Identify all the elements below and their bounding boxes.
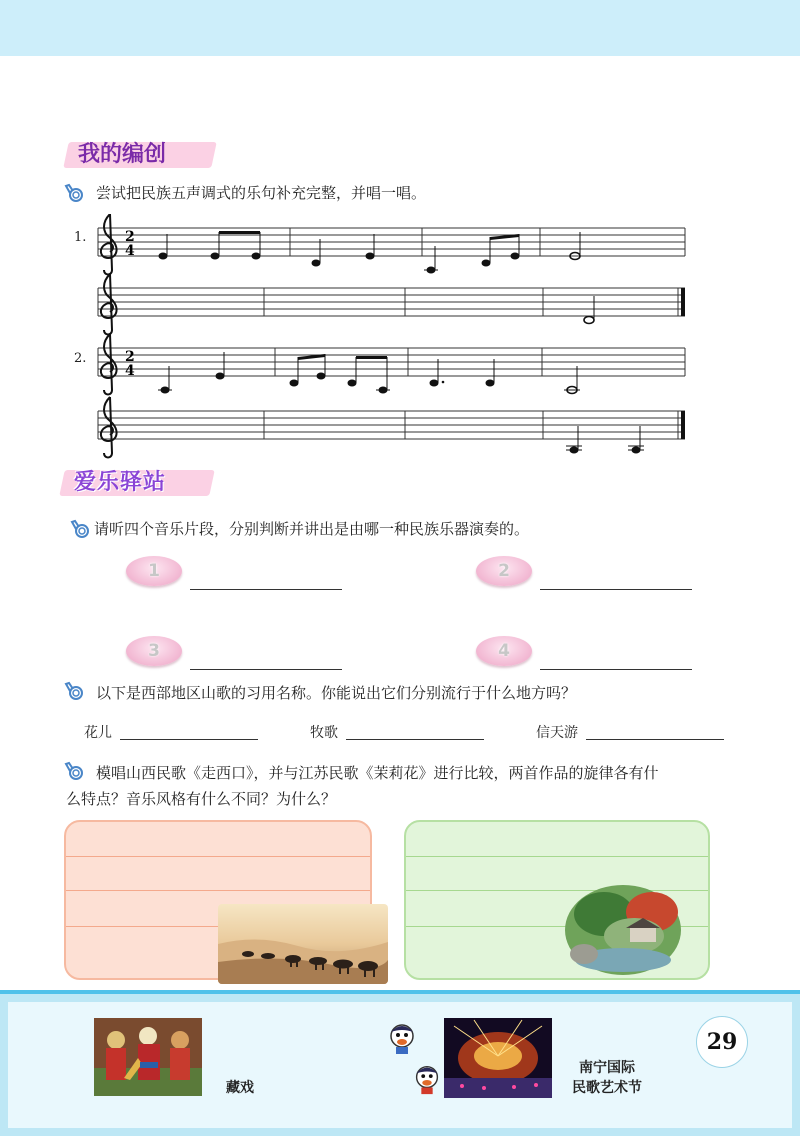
answer-badge-3	[126, 636, 182, 666]
section-title-station	[62, 466, 212, 500]
compare-question-line2: 么特点？音乐风格有什么不同？为什么？	[66, 790, 337, 808]
cartoon-mascot-icon	[410, 1062, 444, 1096]
answer-badge-4	[476, 636, 532, 666]
jiangnan-garden-photo	[564, 884, 682, 976]
answer-badge-label: 2	[498, 561, 510, 581]
answer-badge-label: 1	[148, 561, 160, 581]
treble-clef-icon	[101, 397, 117, 458]
staff-4	[98, 397, 685, 458]
caption-nanning-2: 民歌艺术节	[572, 1080, 642, 1096]
cartoon-mascot-icon	[384, 1020, 420, 1056]
section-title-compose	[66, 138, 214, 172]
caption-tibetan-opera: 藏戏	[226, 1080, 254, 1096]
treble-clef-icon	[101, 214, 117, 275]
time-sig-bottom-1: 4	[125, 243, 135, 259]
answer-badge-label: 4	[498, 641, 510, 661]
treble-clef-icon	[101, 274, 117, 335]
folk-answer-line-1[interactable]	[120, 739, 258, 740]
exercise-number-2: 2.	[74, 351, 87, 366]
compose-instruction: 尝试把民族五声调式的乐句补充完整，并唱一唱。	[96, 184, 427, 202]
folk-answer-line-2[interactable]	[346, 739, 484, 740]
staff-2	[98, 274, 685, 335]
answer-line-1[interactable]	[190, 589, 342, 590]
answer-badge-label: 3	[148, 641, 160, 661]
music-score	[70, 214, 700, 464]
page-number: 29	[696, 1016, 748, 1068]
writing-line	[406, 856, 708, 857]
time-sig-bottom-2: 4	[125, 363, 135, 379]
staff-1	[98, 214, 685, 275]
folk-name-1: 花儿	[84, 725, 112, 741]
french-horn-icon	[70, 518, 92, 540]
writing-line	[66, 890, 370, 891]
top-band	[0, 0, 800, 56]
answer-badge-2	[476, 556, 532, 586]
writing-line	[66, 856, 370, 857]
french-horn-icon	[64, 760, 86, 782]
folk-question: 以下是西部地区山歌的习用名称。你能说出它们分别流行于什么地方吗？	[96, 684, 577, 702]
listen-instruction: 请听四个音乐片段，分别判断并讲出是由哪一种民族乐器演奏的。	[94, 520, 530, 538]
answer-line-3[interactable]	[190, 669, 342, 670]
nanning-festival-photo	[444, 1018, 552, 1098]
folk-name-3: 信天游	[536, 725, 578, 741]
section-title-station-text: 爱乐驿站	[74, 470, 167, 495]
caption-nanning-1: 南宁国际	[579, 1060, 635, 1076]
time-sig-top-1: 2	[125, 229, 135, 245]
exercise-number-1: 1.	[74, 230, 87, 245]
staff-3	[98, 334, 685, 395]
french-horn-icon	[64, 182, 86, 204]
french-horn-icon	[64, 680, 86, 702]
answer-line-4[interactable]	[540, 669, 692, 670]
compare-question-line1: 模唱山西民歌《走西口》，并与江苏民歌《茉莉花》进行比较，两首作品的旋律各有什	[96, 764, 659, 782]
answer-line-2[interactable]	[540, 589, 692, 590]
answer-badge-1	[126, 556, 182, 586]
desert-camel-photo	[218, 904, 388, 984]
folk-answer-line-3[interactable]	[586, 739, 724, 740]
treble-clef-icon	[101, 334, 117, 395]
folk-name-2: 牧歌	[310, 725, 338, 741]
time-sig-top-2: 2	[125, 349, 135, 365]
section-title-compose-text: 我的编创	[78, 142, 167, 167]
tibetan-opera-photo	[94, 1018, 202, 1096]
